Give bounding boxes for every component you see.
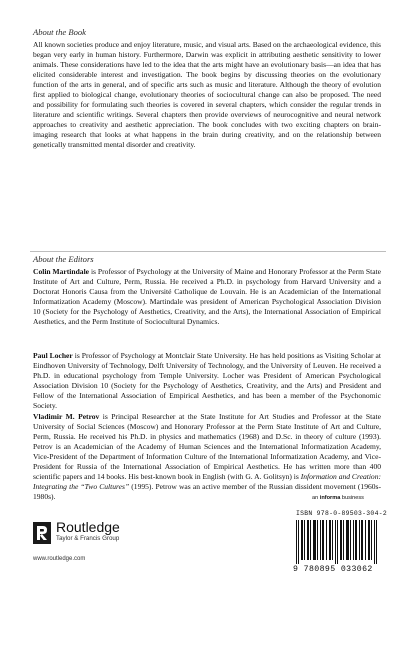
barcode-icon xyxy=(296,520,380,564)
editor-name: Vladimir M. Petrov xyxy=(33,412,100,421)
publisher-group: Taylor & Francis Group xyxy=(56,535,120,542)
about-book-text: All known societies produce and enjoy literature, music, and visual arts. Based on the archaeological evidence, this began very early in human history. Furthermore, Darwin was explicit in attributing aesthetic sensitivity to lower animals. These considerations have led to the idea that the arts might have an evolutionary basis—an idea that has elicited considerable interest and investigation. The book begins by discussing theories on the evolutionary function of the arts in general, and of specific arts such as music and literature. Although the theory of evolution first applied to biological change, evolutionary theories of sociocultural change can also be proposed. The need and possibility for formulating such theories is covered in several chapters, which consider the regular trends in literature and scientific writings. Several chapters then provide overviews of neurocognitive and neural network approaches to creativity and aesthetic appreciation. The book concludes with two exciting chapters on brain-imaging research that looks at what happens in the brain during creativity, and on the relationship between genetically transmitted mental disorder and creativity. xyxy=(33,40,381,150)
publisher-brand xyxy=(56,520,120,543)
publisher-name: Routledge xyxy=(56,519,120,535)
editor-name: Paul Locher xyxy=(33,351,73,360)
editor-bio-text: is Professor of Psychology at the University of Maine and Honorary Professor at the Perm State Institute of Art and Culture, Perm, Russia. He received a Ph.D. in psychology from Harvard University and a Doctorat Honoris Causa from the Université Catholique de Louvain. He is an Academician of the International Informatization Academy (Moscow). Martindale was president of American Psychological Association Division 10 (Society for the Psychology of Aesthetics, Creativity, and the Arts), the International Association of Empirical Aesthetics, and the Perm Institute of Sociocultural Dynamics. xyxy=(33,267,381,327)
about-editors-heading: About the Editors xyxy=(33,254,94,264)
editor-bio-text: is Principal Researcher at the State Institute for Art Studies and Professor at the State University of Social Sciences (Moscow) and Honorary Professor at the Perm State Institute of Art and Culture, Perm, Russia. He received his Ph.D. in physics and mathematics (1968) and D.Sc. in theory of culture (1993). Petrov is an Academician of the Academy of Human Sciences and the International Informatization Academy, Vice-President of the Department of Information Culture of the International Informatization Academy, and Vice-President for Russia of the International Association of Empirical Aesthetics. He has written more than 400 scientific papers and 14 books. His best-known book in English (with G. A. Golitsyn) is xyxy=(33,412,381,482)
routledge-logo-icon xyxy=(33,522,51,544)
editor-name: Colin Martindale xyxy=(33,267,90,276)
section-divider xyxy=(30,251,386,252)
isbn-label: ISBN 978-0-89503-304-2 xyxy=(296,510,387,517)
editor-bio-locher xyxy=(33,351,381,411)
editor-bio-text: is Professor of Psychology at Montclair State University. He has held positions as Visiting Scholar at Eindhoven University of Technology, Delft University of Technology, and the University of Leuven. He received a Ph.D. in educational psychology from Temple University. Locher was President of American Psychological Association Division 10 (Society for the Psychology of Aesthetics, Creativity, and the Arts) and President and Fellow of the International Association of Empirical Aesthetics, and has been a member of the Psychonomic Society. xyxy=(33,351,381,411)
publisher-url: www.routledge.com xyxy=(33,556,86,562)
editor-bio-martindale xyxy=(33,267,381,327)
barcode-number: 9 780895 033062 xyxy=(293,565,373,574)
editor-bio-petrov xyxy=(33,412,381,502)
about-book-heading: About the Book xyxy=(33,27,86,37)
book-title: Information and Creation: Integrating the “Two Cultures” xyxy=(33,472,381,492)
editor-bio-text: (1995). Petrow was an active member of the Russian dissident movement (1960s-1980s). xyxy=(33,482,381,502)
informa-business-tag: an informa business xyxy=(312,495,364,501)
